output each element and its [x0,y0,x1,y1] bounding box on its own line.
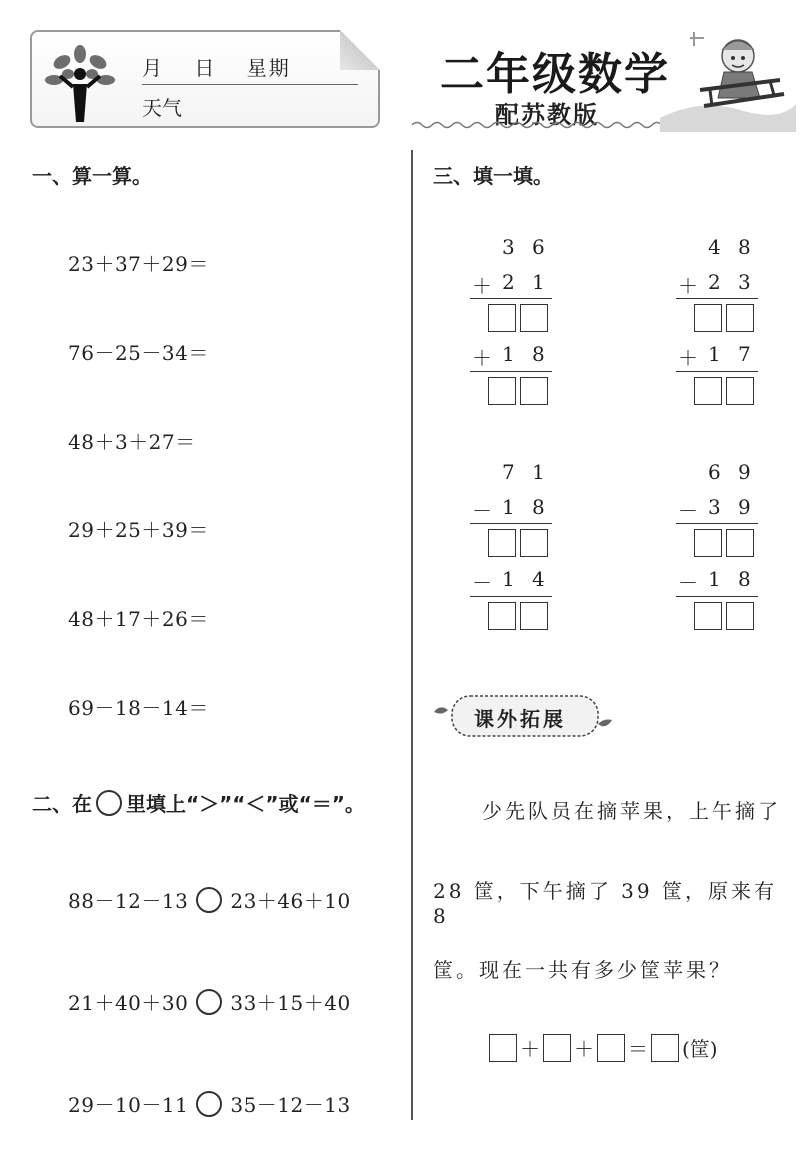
sum-line [676,371,758,372]
book-subtitle: 配苏教版 [495,100,599,129]
answer-box[interactable] [726,304,754,332]
operator: － [678,499,698,523]
day-label: 日 [194,56,217,80]
operator: ＋ [472,346,492,370]
vertical-calc-1 [470,235,554,415]
sum-line [470,596,552,597]
digit: 1 [502,342,515,366]
calc-item-2: 76－25－34＝ [68,341,209,365]
operator: － [472,499,492,523]
digit: 8 [738,567,751,591]
weather-label: 天气 [142,96,182,120]
digit: 7 [502,460,515,484]
compare-left: 29－10－11 [68,1093,189,1117]
wave-decoration [412,120,692,130]
digit: 1 [532,270,545,294]
calc-item-4: 29＋25＋39＝ [68,518,209,542]
section2-title-after: 里填上“＞”“＜”或“＝”。 [126,792,365,816]
section2-title [32,788,365,817]
answer-box[interactable] [488,377,516,405]
digit: 3 [738,270,751,294]
vertical-calc-4 [676,460,760,640]
compare-left: 21＋40＋30 [68,991,189,1015]
compare-right: 33＋15＋40 [230,991,351,1015]
compare-answer-circle[interactable] [196,887,222,913]
digit: 3 [708,495,721,519]
answer-box[interactable] [726,529,754,557]
digit: 6 [532,235,545,259]
operator: ＋ [678,274,698,298]
answer-box[interactable] [489,1034,517,1062]
vertical-calc-3 [470,460,554,640]
month-label: 月 [142,56,164,80]
answer-box[interactable] [520,602,548,630]
calc-item-3: 48＋3＋27＝ [68,430,196,454]
section2-title-before: 二、在 [32,792,92,816]
operator: ＋ [472,274,492,298]
sum-line [470,371,552,372]
compare-item-2 [68,987,351,1016]
answer-box[interactable] [726,602,754,630]
calc-item-5: 48＋17＋26＝ [68,607,209,631]
compare-right: 23＋46＋10 [230,889,351,913]
digit: 4 [532,567,545,591]
digit: 1 [532,460,545,484]
book-title: 二年级数学 [440,49,670,100]
answer-box[interactable] [543,1034,571,1062]
date-line [142,52,313,81]
answer-box[interactable] [488,529,516,557]
section3-title: 三、填一填。 [433,164,553,188]
digit: 7 [738,342,751,366]
digit: 8 [532,342,545,366]
digit: 1 [708,342,721,366]
story-line-2: 28 筐，下午摘了 39 筐，原来有 8 [433,879,777,928]
sum-line [676,523,758,524]
answer-box[interactable] [488,602,516,630]
sum-line [470,523,552,524]
compare-right: 35－12－13 [230,1093,351,1117]
answer-box[interactable] [488,304,516,332]
answer-box[interactable] [694,304,722,332]
digit: 1 [502,495,515,519]
digit: 2 [502,270,515,294]
digit: 1 [502,567,515,591]
section1-title: 一、算一算。 [32,164,152,188]
answer-box[interactable] [520,377,548,405]
digit: 1 [708,567,721,591]
answer-box[interactable] [597,1034,625,1062]
unit-label: (筐) [682,1037,718,1061]
answer-box[interactable] [726,377,754,405]
sledding-kid-illustration [660,28,796,132]
extension-badge [430,690,615,742]
operator: － [678,571,698,595]
plus-sign: ＋ [574,1037,594,1061]
answer-box[interactable] [520,529,548,557]
date-card [30,30,380,128]
digit: 9 [738,460,751,484]
plus-sign: ＋ [520,1037,540,1061]
page-curl-decoration [340,30,380,70]
sum-line [470,298,552,299]
operator: － [472,571,492,595]
weekday-label: 星期 [246,56,291,80]
compare-item-3 [68,1089,351,1118]
digit: 6 [708,460,721,484]
story-line-1: 少先队员在摘苹果，上午摘了 [482,799,781,823]
answer-box[interactable] [651,1034,679,1062]
date-rule [142,84,358,85]
digit: 9 [738,495,751,519]
tree-person-icon [40,42,120,124]
compare-answer-circle[interactable] [196,1091,222,1117]
extension-badge-label: 课外拓展 [474,707,566,731]
digit: 8 [532,495,545,519]
digit: 3 [502,235,515,259]
digit: 4 [708,235,721,259]
calc-item-6: 69－18－14＝ [68,696,209,720]
circle-icon [96,790,122,816]
story-line-3: 筐。现在一共有多少筐苹果？ [433,958,732,982]
digit: 2 [708,270,721,294]
compare-answer-circle[interactable] [196,989,222,1015]
column-divider [411,150,413,1120]
calc-item-1: 23＋37＋29＝ [68,252,209,276]
compare-left: 88－12－13 [68,889,189,913]
answer-box[interactable] [694,529,722,557]
sum-line [676,298,758,299]
vertical-calc-2 [676,235,760,415]
answer-equation [489,1033,718,1062]
digit: 8 [738,235,751,259]
equals-sign: ＝ [628,1037,648,1061]
answer-box[interactable] [694,377,722,405]
operator: ＋ [678,346,698,370]
sum-line [676,596,758,597]
answer-box[interactable] [520,304,548,332]
answer-box[interactable] [694,602,722,630]
compare-item-1 [68,885,351,914]
